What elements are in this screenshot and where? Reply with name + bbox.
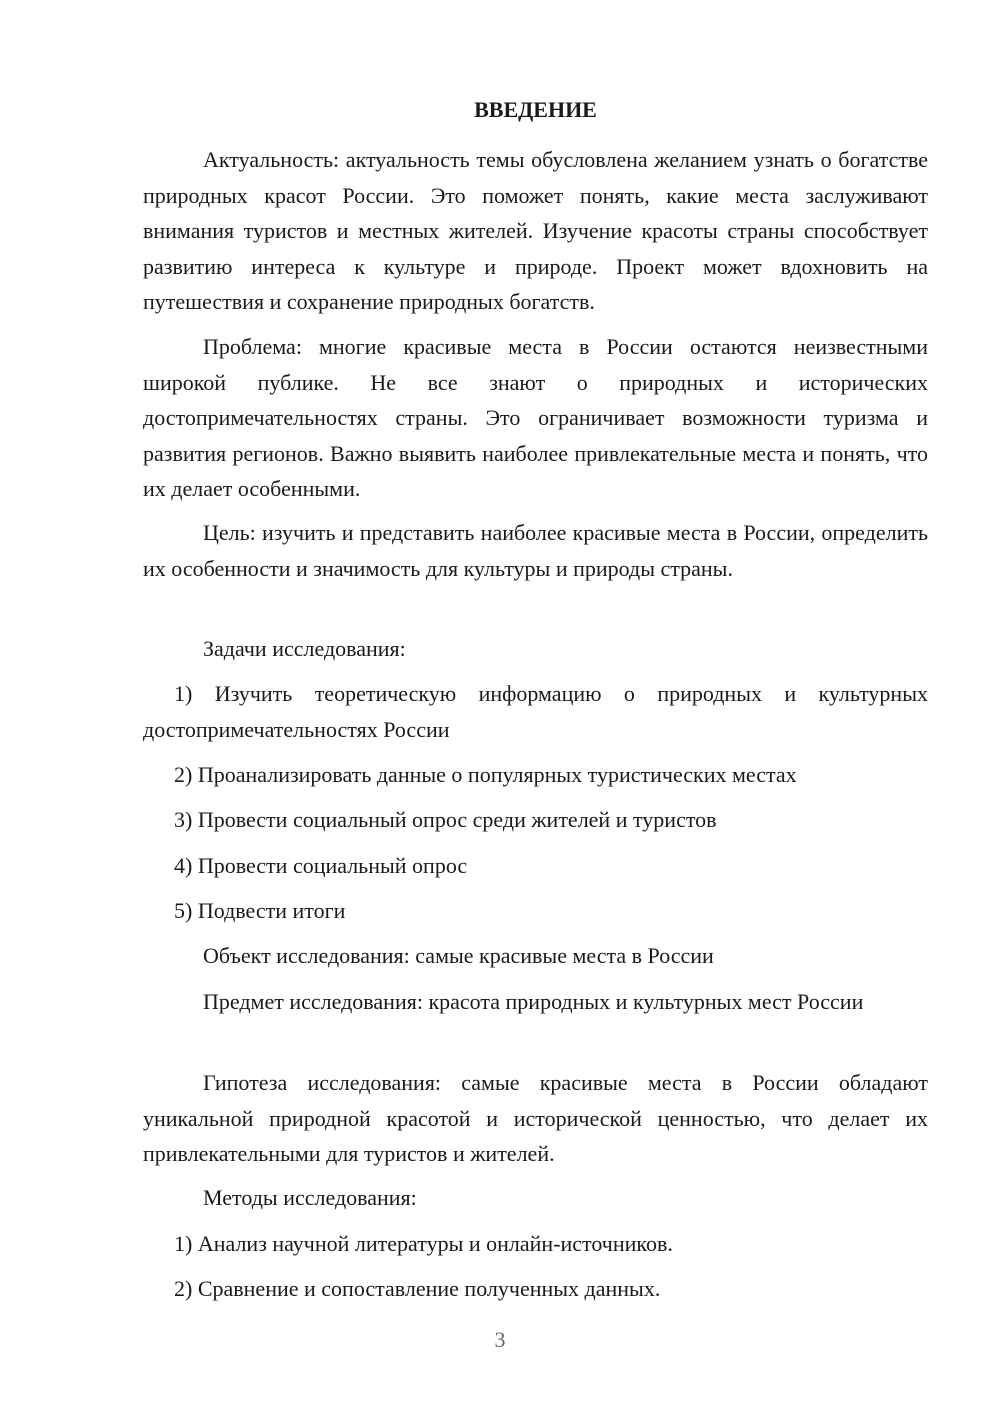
task-item-3: 3) Провести социальный опрос среди жителей и туристов xyxy=(174,807,717,832)
method-item-2: 2) Сравнение и сопоставление полученных данных. xyxy=(174,1276,661,1301)
page-number: 3 xyxy=(494,1327,506,1352)
method-item-1: 1) Анализ научной литературы и онлайн-источников. xyxy=(174,1231,673,1256)
task-item-1: 1) Изучить теоретическую информацию о природных и культурных достопримечательностях России xyxy=(143,681,928,742)
methods-heading: Методы исследования: xyxy=(203,1185,417,1210)
task-item-2: 2) Проанализировать данные о популярных туристических местах xyxy=(174,762,797,787)
task-item-4: 4) Провести социальный опрос xyxy=(174,853,468,878)
page-title: ВВЕДЕНИЕ xyxy=(474,97,597,122)
tasks-heading: Задачи исследования: xyxy=(203,636,406,661)
relevance-paragraph: Актуальность: актуальность темы обусловлена желанием узнать о богатстве природных красот России. Это поможет понять, какие места заслуживают внимания туристов и местных жителей. Изучение красоты страны способствует развитию интереса к культуре и природе. Проект может вдохновить на путешествия и сохранение природных богатств. xyxy=(143,147,928,315)
subject-paragraph: Предмет исследования: красота природных и культурных мест России xyxy=(203,989,864,1014)
goal-paragraph: Цель: изучить и представить наиболее красивые места в России, определить их особенности и значимость для культуры и природы страны. xyxy=(143,520,928,581)
hypothesis-paragraph: Гипотеза исследования: самые красивые места в России обладают уникальной природной красотой и исторической ценностью, что делает их привлекательными для туристов и жителей. xyxy=(143,1070,928,1167)
object-paragraph: Объект исследования: самые красивые места в России xyxy=(203,943,714,968)
task-item-5: 5) Подвести итоги xyxy=(174,898,346,923)
problem-paragraph: Проблема: многие красивые места в России остаются неизвестными широкой публике. Не все знают о природных и исторических достопримечательностях страны. Это ограничивает возможности туризма и развития регионов. Важно выявить наиболее привлекательные места и понять, что их делает особенными. xyxy=(143,334,928,502)
